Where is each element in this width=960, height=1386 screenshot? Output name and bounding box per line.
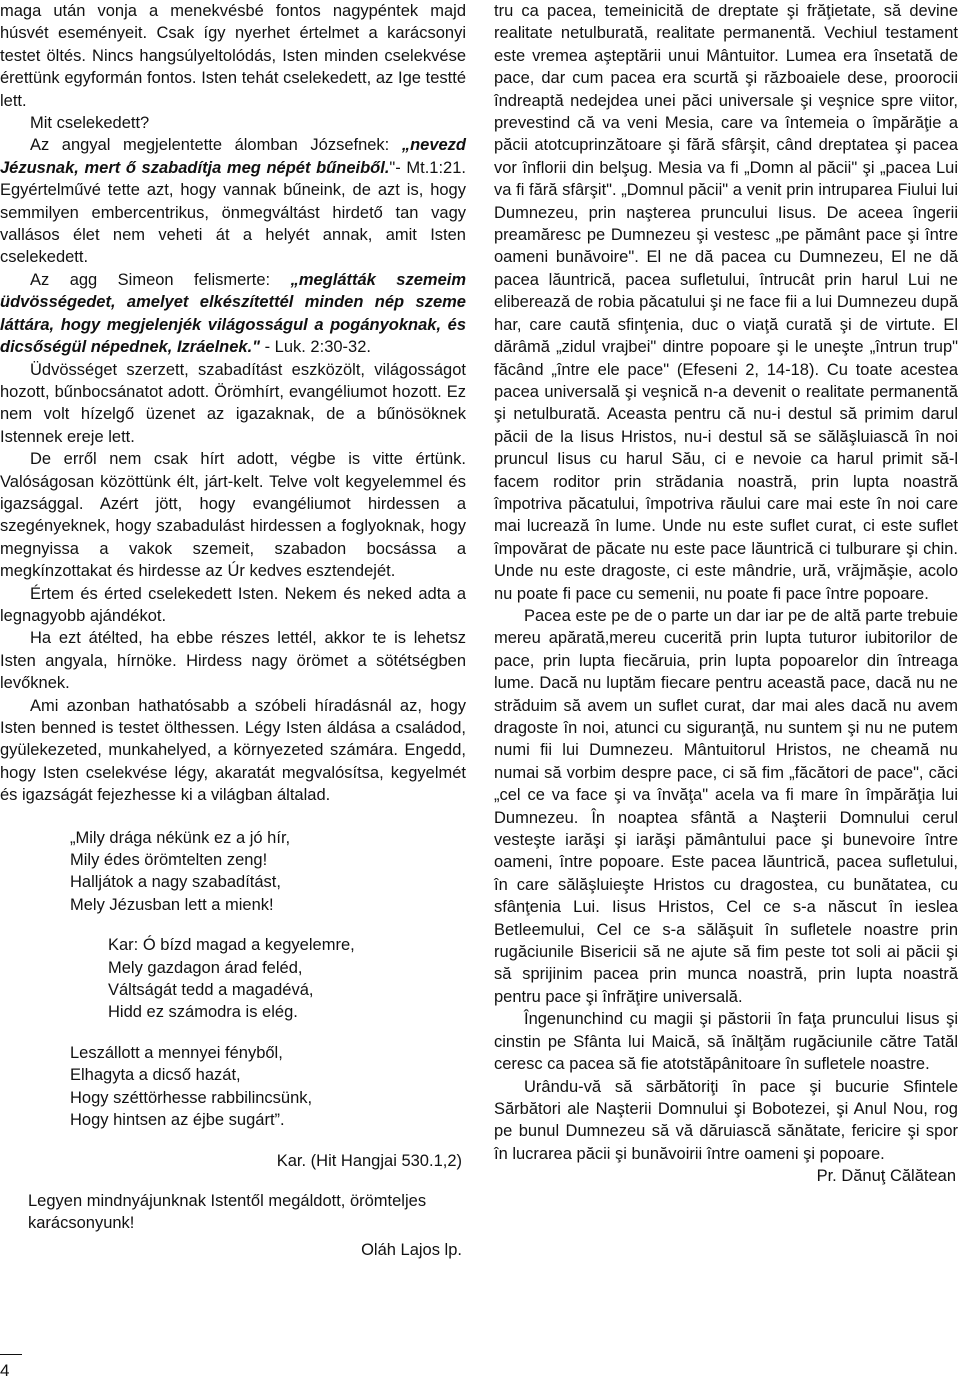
poem-stanza-1 — [0, 827, 466, 917]
paragraph-kneeling: Îngenunchind cu magii şi păstorii în faţa pruncului Iisus şi cinstin pe Sfânta lui Maică, să înălţăm rugăciunile către Tatăl ceresc ca pacea să fie atotstăpânitoare în sufletele noastre. — [494, 1010, 958, 1074]
paragraph-lived: De erről nem csak hírt adott, végbe is vitte értünk. Valóságosan közöttünk élt, járt-kelt. Telve volt kegyelemmel és igazsággal. Azért jött, hogy evangéliumot hirdessen a szegényeknek, hogy szabadulást hirdessen a foglyoknak, hogy megnyissa a vakok szemeit, szabadon bocsássa a megkínzottakat és hirdesse az Úr kedves esztendejét. — [0, 450, 466, 581]
paragraph-incarnate: Ami azonban hathatósabb a szóbeli híradásnál az, hogy Isten benned is testet ölthessen. Légy Isten áldása a családod, gyülekezeted, munkahelyed, a környezeted számára. Engedd, hogy Isten cselekvése légy, akaratát megvalósítsa, kegyelmét és igazságát fejezhesse ki a világban általad. — [0, 696, 466, 805]
poem-line: Váltságát tedd a magadévá, — [108, 981, 314, 1000]
bible-quote-luke: „meglátták szemeim üdvösségedet, amelyet elkészítettél minden nép szeme láttára, hogy megjelenjék világosságul a pogányoknak, és dicsőségül népednek, Izráelnek." — [0, 270, 466, 357]
paragraph-salvation: Üdvösséget szerzett, szabadítást eszközölt, világosságot hozott, bűnbocsánatot adott. Örömhírt, evangéliumot hozott. Ez nem volt hízelgő üzenet az igazaknak, de a bűnösöknek Istennek ereje lett. — [0, 360, 466, 446]
closing-blessing: Legyen mindnyájunknak Istentől megáldott, örömteljes karácsonyunk! — [28, 1191, 427, 1233]
poem-line: Leszállott a mennyei fényből, — [70, 1043, 283, 1062]
poem-line: Mely gazdagon árad feléd, — [108, 958, 303, 977]
paragraph-angel-herald: Ha ezt átélted, ha ebbe részes lettél, akkor te is lehetsz Isten angyala, hírnöke. Hirdess nagy örömet a sötétségben levőknek. — [0, 629, 466, 693]
paragraph-for-me: Értem és érted cselekedett Isten. Nekem és neked adta a legnagyobb ajándékot. — [0, 584, 466, 625]
poem-line: Halljátok a nagy szabadítást, — [70, 873, 281, 892]
paragraph-peace-2: Pacea este pe de o parte un dar iar pe de altă parte trebuie mereu apărată,mereu cucerită prin lupta tuturor iubitorilor de pace, prin lupta fiecăruia, prin lupta popoarelor din întreaga lume. Dacă nu luptăm fiecare pentru această pace, dacă nu ne străduim să avem un suflet curat, dar mai ales dacă nu avem dragoste în noi, atunci cu siguranţă, nu suntem şi nu ne putem numi fii lui Dumnezeu. Mântuitorul Hristos, ne cheamă nu numai să vorbim despre pace, ci să fim „făcători de pace", căci „cel ce va face şi va învăţa" acela va fi mare în împărăţia lui Dumnezeu. În noaptea sfântă a Naşterii Domnului cerul vesteşte iarăşi şi iarăşi pământului pace şi bunevoire între oameni, între popoare. Este pacea lăuntrică, pacea sufletului, în care sălăşluieşte Hristos cu dragostea, cu bunătatea, cu sfânţenia Lui. Iisus Hristos, Cel ce s-a născut în ieslea Betleemului, Cel ce s-a sălăşuit în sufletele noastre prin rugăciunile Bisericii să ne ajute să fim peste tot soli ai păcii şi să sprijinim pacea prin munca noastră, prin lupta noastră pentru pace şi înfrăţire universală. — [494, 606, 958, 1006]
poem-line: Elhagyta a dicső hazát, — [70, 1066, 241, 1085]
poem-stanza-2 — [0, 934, 466, 1024]
paragraph-1: maga után vonja a menekvésbé fontos nagypéntek majd húsvét eseményeit. Csak így nyerhet értelmet a karácsonyi testet öltés. Nincs hangsúlyeltolódás, Isten minden cselekvése érettünk egyformán fontos. Isten tehát cselekedett, az Ige testté lett. — [0, 2, 466, 110]
poem-line: „Mily drága nékünk ez a jó hír, — [70, 828, 291, 847]
poem-line: Hogy hintsen az éjbe sugárt”. — [70, 1111, 285, 1130]
poem-line: Hidd ez számodra is elég. — [108, 1003, 298, 1022]
paragraph-angel: Az angyal megjelentette álomban Józsefnek: „nevezd Jézusnak, mert ő szabadítja meg népét bűneiből."- Mt.1:21. Egyértelművé tette azt, hogy vannak bűneink, de azt is, hogy semmilyen embercentrikus, önmegváltást hirdető tan vagy vallásos élet nem veheti át a helyét annak, amit Isten cselekedett. — [0, 136, 466, 267]
paragraph-simeon: Az agg Simeon felismerte: „meglátták szemeim üdvösségedet, amelyet elkészítettél minden nép szeme láttára, hogy megjelenjék világosságul a pogányoknak, és dicsőségül népednek, Izráelnek." - Luk. 2:30-32. — [0, 270, 466, 357]
bible-quote-matthew: „nevezd Jézusnak, mert ő szabadítja meg népét bűneiből. — [0, 136, 466, 177]
left-column — [0, 0, 466, 1261]
poem-citation: Kar. (Hit Hangjai 530.1,2) — [276, 1151, 462, 1170]
right-column — [494, 0, 958, 1188]
poem-line: Kar: Ó bízd magad a kegyelemre, — [108, 936, 355, 955]
poem-stanza-3 — [0, 1042, 466, 1132]
poem-line: Mily édes örömtelten zeng! — [70, 851, 268, 870]
paragraph-greeting: Urându-vă să sărbătoriţi în pace şi bucurie Sfintele Sărbători ale Naşterii Domnului şi Bobotezei, şi Anul Nou, rog pe bunul Dumnezeu să vă dăruiască sănătate, fericire şi spor în lucrarea păcii şi bunăvoirii între oameni şi popoare. — [494, 1077, 958, 1163]
page-number-rule — [0, 1354, 22, 1355]
paragraph-question: Mit cselekedett? — [30, 114, 150, 133]
poem-line: Mely Jézusban lett a mienk! — [70, 895, 274, 914]
paragraph-peace-1: tru ca pacea, temeinicită de dreptate şi frăţietate, să devine realitate netulburată, realitate permanentă. Vechiul testament este vremea aşteptării unui Mântuitor. Lumea era însetată de pace, dar cum pacea era scurtă şi războaiele dese, proorocii îndreaptă nedejdea unei păci universale şi veşnice spre viitor, prevestind că va veni Mesia, care va întemeia o împărăţie a păcii atotcuprinzătoare şi fără sfârşit, când dreptatea şi pacea vor înflorii din belşug. Mesia va fi „Domn al păcii" şi „pacea Lui va fi fără sfârşit". „Domnul păcii" a venit prin intruparea Fiului lui Dumnezeu, prin naşterea pruncului Iisus. De aceea îngerii preamăresc pe Dumnezeu şi vestesc „pe pământ pace şi între oameni bunăvoire". El ne dă pacea cu Dumnezeu, El ne dă pacea lăuntrică, pacea sufletului, întrucât prin harul Lui ne elibereazǎ de robia pǎcatului şi ne face fii a lui Dumnezeu după har, care caută sfinţenia, duc o viaţă curată şi de virtute. El dărâmă „zidul vrajbei" dintre popoare şi le uneşte „întrun trup" făcând „între ele pace" (Efeseni 2, 14-18). Cu toate acestea pacea universală şi veşnică n-a devenit o realitate permanentă şi netulburată. Aceasta pentru că nu-i destul să primim darul păcii de la Iisus Hristos, nu-i destul să se sălăşluiască în noi pruncul Iisus cu harul Său, ci e nevoie ca harul primit să-l facem roditor prin strădania noastră, prin lupta noastră împotriva păcatului, împotriva răului care mai este în noi care mai lucrează în lume. Unde nu este suflet curat, ci este suflet împovărat de păcate nu este pace lăuntrică ci tulburare şi chin. Unde nu este dragoste, ci este mândrie, ură, vrăjmăşie, acolo nu poate fi pace cu semenii, nu poate fi pace între popoare. — [494, 2, 958, 603]
author-signature: Oláh Lajos lp. — [361, 1240, 462, 1259]
page-number: 4 — [0, 1361, 10, 1380]
author-signature: Pr. Dănuţ Călătean — [816, 1167, 956, 1186]
poem-line: Hogy széttörhesse rabbilincsünk, — [70, 1088, 313, 1107]
